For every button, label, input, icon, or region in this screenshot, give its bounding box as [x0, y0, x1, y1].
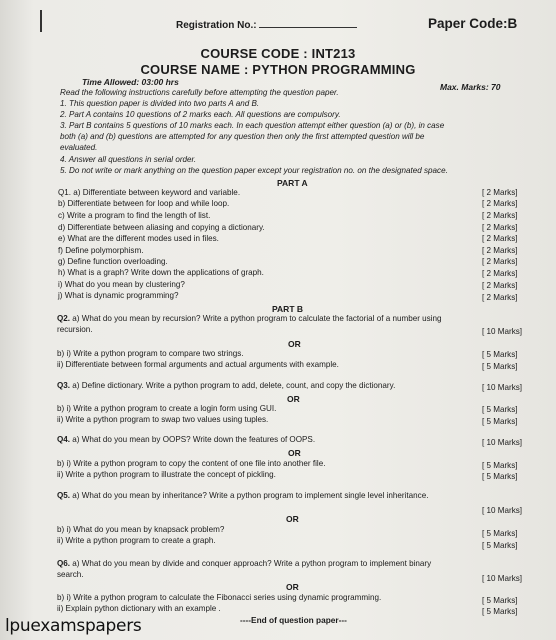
end-of-paper: ----End of question paper---: [240, 615, 347, 625]
time-allowed: Time Allowed: 03:00 hrs: [82, 77, 179, 87]
question-number: Q2.: [57, 314, 71, 323]
question-item: ii) Explain python dictionary with an example .: [57, 604, 221, 613]
instruction-line: Read the following instructions carefully before attempting the question paper.: [60, 88, 339, 97]
question-marks: [ 10 Marks]: [482, 574, 523, 583]
registration-field: [176, 18, 357, 31]
question-item: b) i) Write a python program to copy the content of one file into another file.: [57, 459, 326, 468]
question-marks: [ 5 Marks]: [482, 607, 518, 616]
question-item: recursion.: [57, 325, 93, 334]
paper-code: Paper Code:B: [428, 16, 518, 31]
question-text: a) What do you mean by recursion? Write a python program to calculate the factorial of a number using: [72, 314, 442, 323]
instruction-line: 2. Part A contains 10 questions of 2 marks each. All questions are compulsory.: [60, 110, 341, 119]
max-marks: Max. Marks: 70: [440, 82, 501, 92]
question-item: Q1. a) Differentiate between keyword and variable.: [58, 188, 241, 197]
question-item: c) Write a program to find the length of list.: [58, 211, 211, 220]
question-marks: [ 10 Marks]: [482, 383, 523, 392]
question-marks: [ 5 Marks]: [482, 541, 518, 550]
instruction-line: 3. Part B contains 5 questions of 10 marks each. In each question attempt either question (a) or (b), in case: [60, 121, 445, 130]
question-marks: [ 5 Marks]: [482, 417, 518, 426]
question-number: Q5.: [57, 491, 71, 500]
question-marks: [ 2 Marks]: [482, 234, 518, 243]
question-text: a) What do you mean by divide and conquer approach? Write a python program to implement binary: [72, 559, 432, 568]
question-item: i) What do you mean by clustering?: [58, 280, 185, 289]
question-marks: [ 2 Marks]: [482, 269, 518, 278]
question-marks: [ 10 Marks]: [482, 506, 523, 515]
instruction-line: 5. Do not write or mark anything on the question paper except your registration no. on the designated space.: [60, 166, 448, 175]
question-item: b) Differentiate between for loop and while loop.: [58, 199, 230, 208]
question-marks: [ 2 Marks]: [482, 223, 518, 232]
question-number: Q4.: [57, 435, 71, 444]
question-marks: [ 5 Marks]: [482, 461, 518, 470]
watermark-text: lpuexamspapers: [5, 616, 142, 636]
question-marks: [ 5 Marks]: [482, 350, 518, 359]
course-code: COURSE CODE : INT213: [200, 46, 356, 61]
or-label: OR: [287, 394, 300, 404]
or-label: OR: [288, 448, 301, 458]
or-label: OR: [286, 582, 299, 592]
question-marks: [ 5 Marks]: [482, 405, 518, 414]
instruction-line: both (a) and (b) questions are attempted for any question then only the first attempted question will be: [60, 132, 425, 141]
question-item: b) i) Write a python program to calculate the Fibonacci series using dynamic programming.: [57, 593, 382, 602]
question-marks: [ 2 Marks]: [482, 188, 518, 197]
question-number: Q3.: [57, 381, 71, 390]
course-name: COURSE NAME : PYTHON PROGRAMMING: [140, 62, 416, 77]
pen-mark: [40, 10, 42, 32]
question-item: [57, 560, 431, 568]
question-item: d) Differentiate between aliasing and copying a dictionary.: [58, 223, 265, 232]
question-marks: [ 10 Marks]: [482, 438, 523, 447]
question-number: Q6.: [57, 559, 71, 568]
question-marks: [ 10 Marks]: [482, 327, 523, 336]
question-marks: [ 2 Marks]: [482, 257, 518, 266]
question-item: b) i) Write a python program to create a login form using GUI.: [57, 404, 277, 413]
question-item: h) What is a graph? Write down the applications of graph.: [58, 268, 264, 277]
question-marks: [ 2 Marks]: [482, 293, 518, 302]
or-label: OR: [286, 514, 299, 524]
question-item: [57, 315, 442, 323]
question-item: [57, 382, 395, 390]
question-item: ii) Write a python program to create a graph.: [57, 536, 216, 545]
question-item: f) Define polymorphism.: [58, 246, 144, 255]
question-item: b) i) What do you mean by knapsack problem?: [57, 525, 225, 534]
part-b-heading: PART B: [272, 304, 304, 314]
instruction-line: 4. Answer all questions in serial order.: [60, 155, 197, 164]
question-marks: [ 2 Marks]: [482, 199, 518, 208]
part-a-heading: PART A: [277, 178, 308, 188]
question-item: ii) Write a python program to illustrate the concept of pickling.: [57, 470, 276, 479]
instruction-line: evaluated.: [60, 143, 98, 152]
question-item: ii) Write a python program to swap two values using tuples.: [57, 415, 269, 424]
question-marks: [ 5 Marks]: [482, 362, 518, 371]
or-label: OR: [288, 339, 301, 349]
question-marks: [ 2 Marks]: [482, 211, 518, 220]
question-text: a) What do you mean by OOPS? Write down the features of OOPS.: [72, 435, 316, 444]
question-marks: [ 2 Marks]: [482, 281, 518, 290]
registration-blank: [259, 18, 357, 28]
question-text: a) What do you mean by inheritance? Write a python program to implement single level inheritance.: [72, 491, 429, 500]
question-item: [57, 436, 315, 444]
question-item: ii) Differentiate between formal arguments and actual arguments with example.: [57, 360, 339, 369]
question-item: e) What are the different modes used in files.: [58, 234, 219, 243]
question-marks: [ 5 Marks]: [482, 596, 518, 605]
question-item: search.: [57, 570, 84, 579]
question-text: a) Define dictionary. Write a python program to add, delete, count, and copy the dictionary.: [72, 381, 396, 390]
question-item: g) Define function overloading.: [58, 257, 168, 266]
instruction-line: 1. This question paper is divided into two parts A and B.: [60, 99, 260, 108]
question-marks: [ 2 Marks]: [482, 246, 518, 255]
registration-label: Registration No.:: [176, 20, 257, 31]
question-item: b) i) Write a python program to compare two strings.: [57, 349, 244, 358]
question-marks: [ 5 Marks]: [482, 472, 518, 481]
question-item: [57, 492, 428, 500]
question-marks: [ 5 Marks]: [482, 529, 518, 538]
question-item: j) What is dynamic programming?: [58, 291, 179, 300]
